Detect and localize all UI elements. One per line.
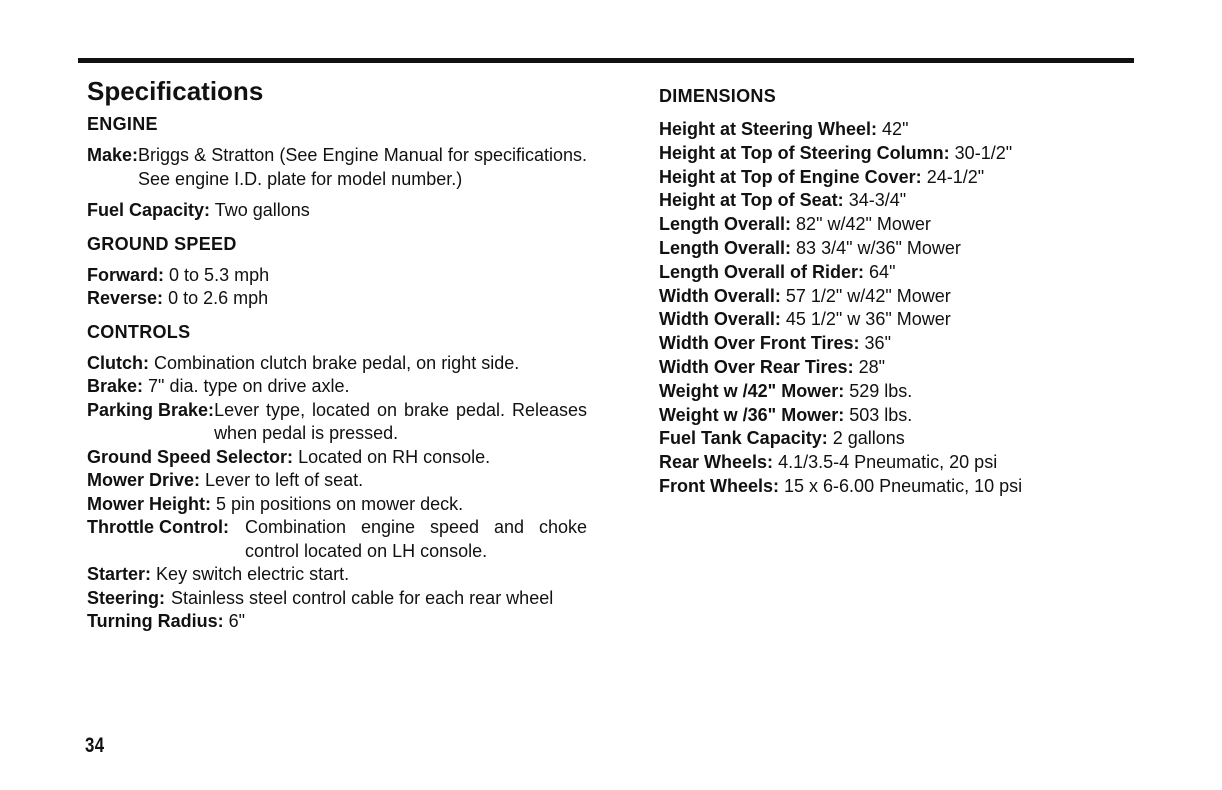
spec-value: Combination clutch brake pedal, on right side. — [154, 352, 520, 373]
dimension-item — [659, 118, 1129, 142]
top-rule — [78, 58, 1134, 63]
dimension-item — [659, 332, 1129, 356]
dimension-label: Weight w /42" Mower: — [659, 380, 845, 401]
spec-label: Reverse: — [87, 288, 164, 308]
spec-label: Mower Height: — [87, 493, 211, 514]
dimension-value: 4.1/3.5-4 Pneumatic, 20 psi — [778, 452, 998, 473]
spec-label: Mower Drive: — [87, 470, 201, 490]
page-title: Specifications — [87, 76, 264, 106]
dimension-value: 36" — [864, 333, 891, 354]
dimension-value: 15 x 6-6.00 Pneumatic, 10 psi — [784, 475, 1023, 496]
spec-forward — [87, 264, 587, 288]
spec-fuel-capacity — [87, 199, 587, 223]
dimension-value: 503 lbs. — [849, 404, 913, 425]
spec-value: 0 to 5.3 mph — [169, 264, 270, 285]
dimension-value: 30-1/2" — [954, 142, 1013, 163]
dimension-label: Width Overall: — [659, 309, 781, 330]
dimension-item — [659, 380, 1129, 404]
dimension-label: Width Over Rear Tires: — [659, 356, 854, 377]
dimension-label: Height at Top of Engine Cover: — [659, 166, 922, 187]
spec-label: Fuel Capacity: — [87, 200, 211, 220]
dimension-value: 83 3/4" w/36" Mower — [796, 237, 961, 258]
dimension-item — [659, 475, 1129, 499]
dimension-item — [659, 166, 1129, 190]
dimension-item — [659, 213, 1129, 237]
spec-value: Briggs & Stratton (See Engine Manual for specifications. See engine I.D. plate for model number.) — [138, 145, 587, 189]
page-number: 34 — [85, 734, 105, 757]
spec-label: Throttle Control: — [87, 517, 229, 537]
right-column — [659, 84, 1129, 499]
spec-value: Lever to left of seat. — [205, 470, 364, 490]
dimension-label: Rear Wheels: — [659, 452, 774, 473]
spec-label: Turning Radius: — [87, 611, 224, 631]
engine-heading: ENGINE — [87, 114, 158, 134]
spec-reverse — [87, 287, 587, 311]
dimension-value: 529 lbs. — [849, 380, 913, 401]
spec-mower-height — [87, 493, 587, 517]
dimension-label: Weight w /36" Mower: — [659, 404, 845, 425]
ground-speed-heading: GROUND SPEED — [87, 233, 237, 254]
spec-mower-drive — [87, 469, 587, 493]
spec-value: 6" — [228, 611, 246, 631]
dimension-item — [659, 451, 1129, 475]
spec-label: Make: — [87, 145, 139, 165]
spec-turning-radius — [87, 610, 587, 634]
spec-label: Brake: — [87, 376, 144, 396]
spec-value: 5 pin positions on mower deck. — [216, 493, 464, 514]
spec-value: Two gallons — [214, 200, 310, 220]
spec-throttle-control — [87, 516, 587, 563]
dimension-value: 28" — [858, 356, 886, 377]
dimension-label: Length Overall: — [659, 214, 792, 235]
dimension-value: 42" — [882, 119, 909, 139]
dimension-label: Fuel Tank Capacity: — [659, 428, 828, 449]
spec-label: Forward: — [87, 264, 165, 285]
dimension-value: 24-1/2" — [926, 166, 985, 187]
dimension-value: 57 1/2" w/42" Mower — [785, 285, 951, 306]
dimension-item — [659, 308, 1129, 332]
dimension-label: Width Over Front Tires: — [659, 333, 860, 354]
dimension-label: Height at Steering Wheel: — [659, 119, 878, 139]
spec-make — [87, 144, 587, 191]
dimension-value: 34-3/4" — [848, 190, 907, 211]
spec-value: 7" dia. type on drive axle. — [148, 376, 350, 396]
dimension-value: 64" — [869, 261, 896, 282]
dimension-item — [659, 261, 1129, 285]
spec-steering — [87, 587, 587, 611]
spec-value: 0 to 2.6 mph — [168, 288, 269, 308]
spec-value: Combination engine speed and choke control located on LH console. — [244, 517, 587, 561]
dimension-item — [659, 356, 1129, 380]
spec-starter — [87, 563, 587, 587]
spec-value: Key switch electric start. — [156, 564, 350, 584]
spec-value: Stainless steel control cable for each rear wheel — [171, 587, 554, 608]
spec-ground-speed-selector — [87, 446, 587, 470]
spec-value: Lever type, located on brake pedal. Releases when pedal is pressed. — [214, 399, 587, 443]
dimension-value: 82" w/42" Mower — [796, 214, 931, 235]
spec-label: Steering: — [87, 587, 166, 608]
dimension-item — [659, 285, 1129, 309]
dimension-label: Length Overall of Rider: — [659, 261, 865, 282]
dimension-item — [659, 404, 1129, 428]
dimension-label: Height at Top of Steering Column: — [659, 142, 950, 163]
spec-label: Parking Brake: — [87, 399, 215, 420]
left-column — [87, 75, 587, 634]
dimension-value: 2 gallons — [832, 428, 905, 449]
dimension-item — [659, 142, 1129, 166]
dimension-label: Length Overall: — [659, 237, 792, 258]
dimension-label: Front Wheels: — [659, 475, 779, 496]
controls-heading: CONTROLS — [87, 321, 191, 342]
spec-label: Starter: — [87, 564, 152, 584]
dimension-label: Width Overall: — [659, 285, 781, 306]
dimension-label: Height at Top of Seat: — [659, 190, 844, 211]
spec-parking-brake — [87, 399, 587, 446]
spec-value: Located on RH console. — [298, 446, 491, 467]
spec-brake — [87, 375, 587, 399]
dimension-value: 45 1/2" w 36" Mower — [785, 309, 951, 330]
dimensions-heading: DIMENSIONS — [659, 86, 777, 106]
spec-label: Ground Speed Selector: — [87, 446, 294, 467]
spec-clutch — [87, 352, 587, 376]
dimension-item — [659, 427, 1129, 451]
dimension-item — [659, 189, 1129, 213]
spec-label: Clutch: — [87, 352, 149, 373]
dimensions-list — [659, 118, 1129, 499]
dimension-item — [659, 237, 1129, 261]
